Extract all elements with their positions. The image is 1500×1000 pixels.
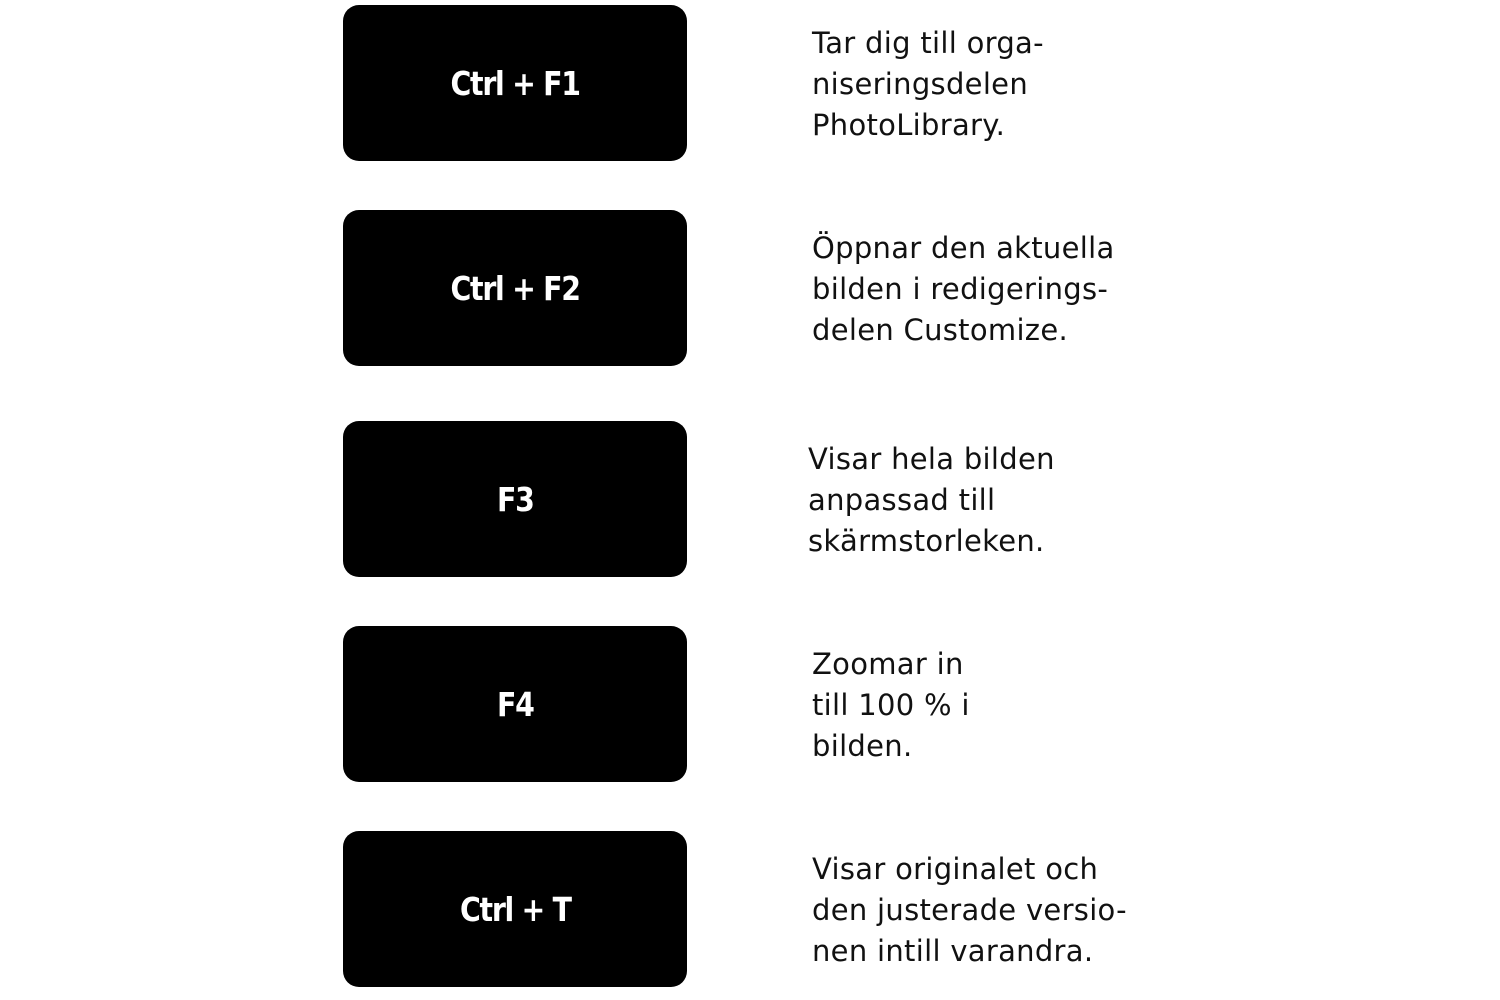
shortcut-row-4 [0,626,1500,786]
key-f4 [343,626,687,782]
shortcut-row-3 [0,421,1500,581]
shortcut-description [808,439,1055,562]
description-line: Zoomar in [812,647,964,681]
description-line: delen Customize. [812,313,1068,347]
description-line: nen intill varandra. [812,934,1094,968]
key-ctrl-f2 [343,210,687,366]
shortcut-description [812,849,1127,972]
description-line: niseringsdelen [812,67,1028,101]
key-ctrl-t [343,831,687,987]
description-line: Tar dig till orga- [812,26,1044,60]
key-f3 [343,421,687,577]
description-line: skärmstorleken. [808,524,1045,558]
description-line: till 100 % i [812,688,970,722]
key-label: Ctrl + T [459,889,571,929]
key-label: F3 [496,479,534,519]
key-label: F4 [496,684,534,724]
key-ctrl-f1 [343,5,687,161]
description-line: Öppnar den aktuella [812,231,1115,265]
shortcut-description [812,228,1115,351]
shortcut-description [812,23,1044,146]
description-line: Visar hela bilden [808,442,1055,476]
key-label: Ctrl + F2 [450,268,580,308]
shortcut-row-1 [0,5,1500,165]
description-line: anpassad till [808,483,996,517]
description-line: PhotoLibrary. [812,108,1006,142]
description-line: bilden. [812,729,913,763]
description-line: Visar originalet och [812,852,1099,886]
description-line: bilden i redigerings- [812,272,1109,306]
shortcut-description [812,644,970,767]
key-label: Ctrl + F1 [450,63,580,103]
description-line: den justerade versio- [812,893,1127,927]
shortcut-row-5 [0,831,1500,991]
shortcut-row-2 [0,210,1500,370]
